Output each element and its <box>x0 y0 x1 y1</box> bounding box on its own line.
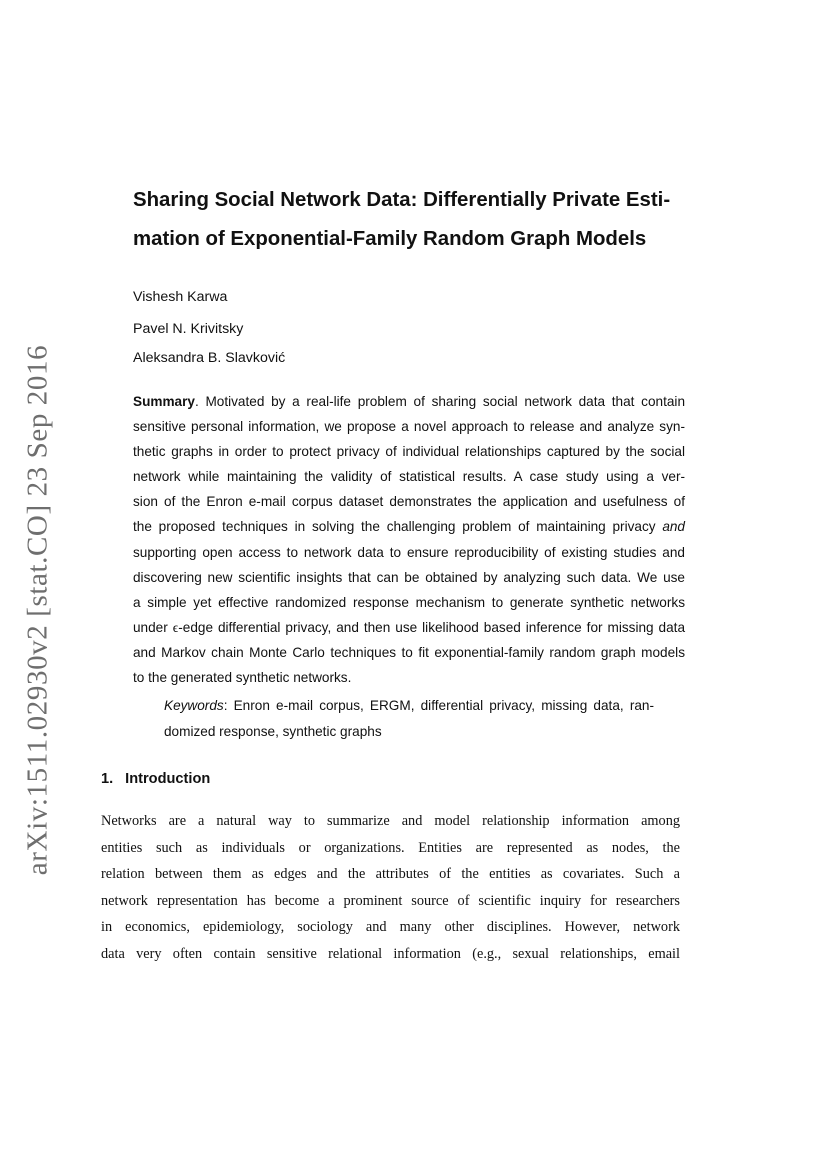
summary-line: network while maintaining the validity of statistical results. A case study using a ver- <box>133 469 685 485</box>
summary-line: a simple yet effective randomized response mechanism to generate synthetic networks <box>133 594 685 610</box>
section-heading <box>101 771 210 787</box>
summary-line <box>133 615 685 640</box>
keywords-label: Keywords <box>164 698 224 713</box>
summary-line: sion of the Enron e-mail corpus dataset demonstrates the application and usefulness of <box>133 494 685 510</box>
keywords <box>164 693 654 744</box>
author-name: Aleksandra B. Slavković <box>133 350 286 366</box>
summary-line: to the generated synthetic networks. <box>133 670 352 686</box>
summary-text: . Motivated by a real-life problem of sharing social network data that contain <box>194 394 685 409</box>
author-name: Pavel N. Krivitsky <box>133 321 244 337</box>
arxiv-identifier-stamp: arXiv:1511.02930v2 [stat.CO] 23 Sep 2016 <box>21 344 54 876</box>
summary-abstract <box>133 389 685 690</box>
summary-emphasis: and <box>662 519 685 535</box>
summary-text: -edge differential privacy, and then use likelihood based inference for missing data <box>178 619 686 635</box>
summary-text: under <box>133 619 173 635</box>
summary-line: discovering new scientific insights that can be obtained by analyzing such data. We use <box>133 569 685 585</box>
epsilon-symbol: ϵ <box>172 619 179 635</box>
paragraph-line: data very often contain sensitive relational information (e.g., sexual relationships, email <box>101 945 680 962</box>
summary-label: Summary <box>133 394 195 409</box>
section-title: Introduction <box>125 771 211 787</box>
keywords-text: : Enron e-mail corpus, ERGM, differential privacy, missing data, ran- <box>223 698 654 713</box>
paper-title-line-1: Sharing Social Network Data: Differentially Private Esti- <box>133 189 671 211</box>
paragraph-line: network representation has become a prominent source of scientific inquiry for researchers <box>101 892 680 909</box>
summary-line: sensitive personal information, we propose a novel approach to release and analyze syn- <box>133 419 685 435</box>
summary-line: and Markov chain Monte Carlo techniques to fit exponential-family random graph models <box>133 644 685 660</box>
paper-title-line-2: mation of Exponential-Family Random Graph Models <box>133 228 647 250</box>
introduction-paragraph <box>101 808 680 968</box>
author-name: Vishesh Karwa <box>133 289 228 305</box>
paragraph-line: Networks are a natural way to summarize and model relationship information among <box>101 813 680 829</box>
paragraph-line: entities such as individuals or organizations. Entities are represented as nodes, the <box>101 839 680 856</box>
paper-title <box>133 181 693 259</box>
section-number: 1. <box>101 771 114 787</box>
keywords-line: domized response, synthetic graphs <box>164 723 382 739</box>
summary-line <box>133 514 685 539</box>
summary-line: supporting open access to network data to ensure reproducibility of existing studies and <box>133 544 685 560</box>
keywords-line <box>164 693 654 719</box>
paragraph-line: relation between them as edges and the attributes of the entities as covariates. Such a <box>101 866 680 883</box>
summary-line: thetic graphs in order to protect privacy of individual relationships captured by the social <box>133 444 685 460</box>
summary-line <box>133 389 685 414</box>
paragraph-line: in economics, epidemiology, sociology and many other disciplines. However, network <box>101 919 680 936</box>
summary-text: the proposed techniques in solving the challenging problem of maintaining privacy <box>133 519 663 535</box>
